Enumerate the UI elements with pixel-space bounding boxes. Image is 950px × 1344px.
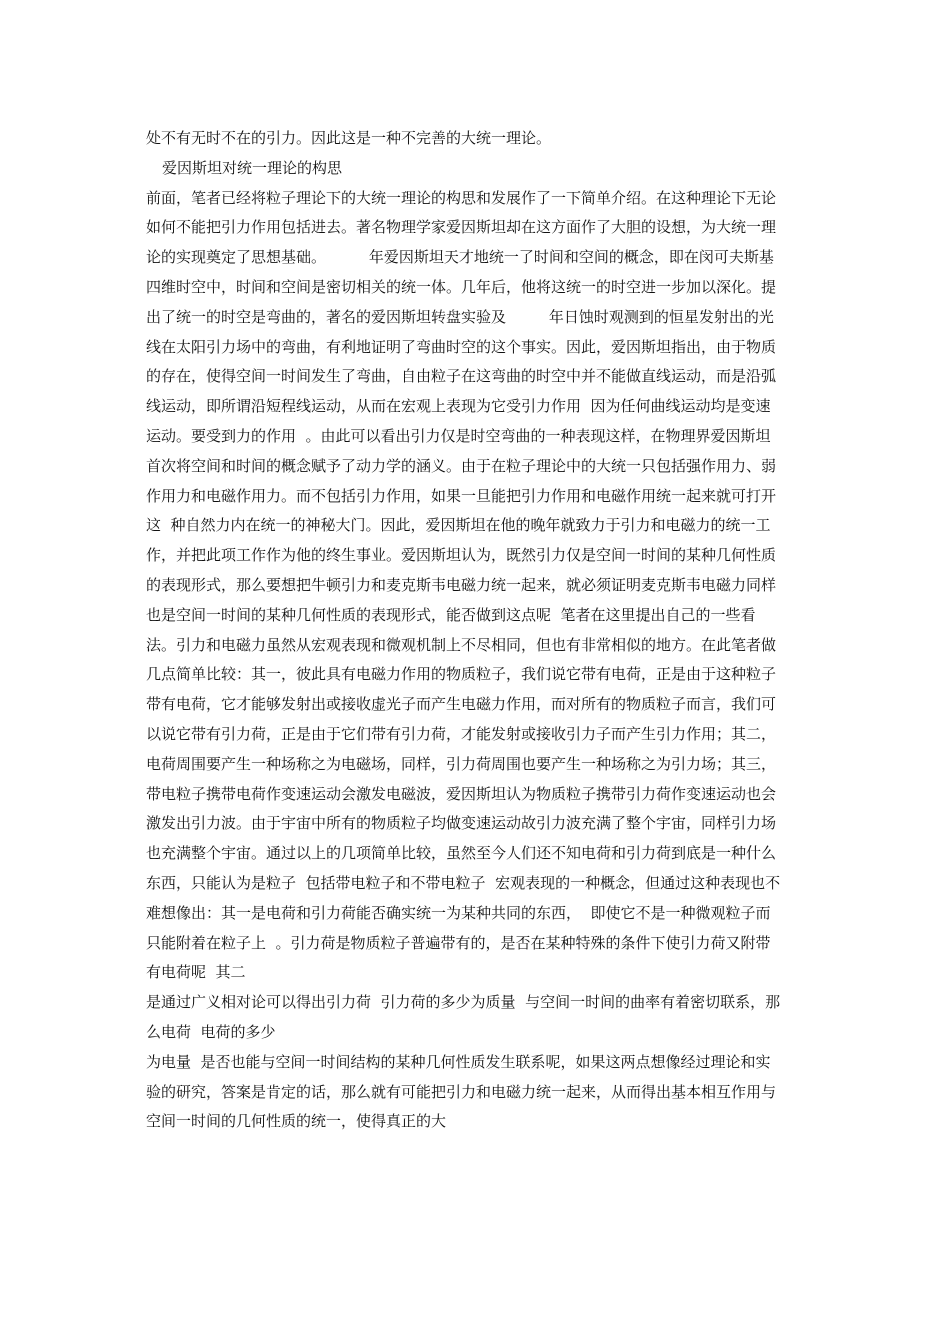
text-line: 这 种自然力内在统一的神秘大门。因此，爱因斯坦在他的晚年就致力于引力和电磁力的统一工 — [146, 516, 771, 535]
text-line: 带有电荷，它才能够发射出或接收虚光子而产生电磁力作用，而对所有的物质粒子而言，我们可 — [146, 695, 777, 714]
text-line: 东西，只能认为是粒子 包括带电粒子和不带电粒子 宏观表现的一种概念，但通过这种表现也不 — [146, 873, 781, 892]
text-line: 的存在，使得空间一时间发生了弯曲，自由粒子在这弯曲的时空中并不能做直线运动，而是沿弧 — [146, 367, 777, 386]
text-line: 空间一时间的几何性质的统一，使得真正的大 — [146, 1112, 447, 1131]
text-line: 是通过广义相对论可以得出引力荷 引力荷的多少为质量 与空间一时间的曲率有着密切联系，那 — [146, 993, 781, 1012]
text-line: 有电荷呢 其二 — [146, 963, 246, 982]
text-line: 作用力和电磁作用力。而不包括引力作用，如果一旦能把引力作用和电磁作用统一起来就可打开 — [146, 486, 777, 505]
text-line: 激发出引力波。由于宇宙中所有的物质粒子均做变速运动故引力波充满了整个宇宙，同样引力场 — [146, 814, 777, 833]
text-line: 运动。要受到力的作用 。由此可以看出引力仅是时空弯曲的一种表现这样，在物理界爱因斯坦 — [146, 426, 771, 445]
text-line: 电荷周围要产生一种场称之为电磁场，同样，引力荷周围也要产生一种场称之为引力场；其三， — [146, 754, 777, 773]
text-line: 如何不能把引力作用包括进去。著名物理学家爱因斯坦却在这方面作了大胆的设想，为大统一理 — [146, 218, 777, 237]
text-line: 论的实现奠定了思想基础。 年爱因斯坦天才地统一了时间和空间的概念，即在闵可夫斯基 — [146, 248, 774, 267]
text-line: 出了统一的时空是弯曲的，著名的爱因斯坦转盘实验及 年日蚀时观测到的恒星发射出的光 — [146, 307, 774, 326]
text-line: 的表现形式，那么要想把牛顿引力和麦克斯韦电磁力统一起来，就必须证明麦克斯韦电磁力同样 — [146, 575, 777, 594]
text-line: 么电荷 电荷的多少 — [146, 1022, 276, 1041]
text-line: 法。引力和电磁力虽然从宏观表现和微观机制上不尽相同，但也有非常相似的地方。在此笔者做 — [146, 635, 777, 654]
text-line: 处不有无时不在的引力。因此这是一种不完善的大统一理论。 — [146, 129, 552, 147]
text-line: 也是空间一时间的某种几何性质的表现形式，能否做到这点呢 笔者在这里提出自己的一些看 — [146, 605, 756, 624]
text-line: 验的研究，答案是肯定的话，那么就有可能把引力和电磁力统一起来，从而得出基本相互作用与 — [146, 1082, 777, 1101]
text-line: 首次将空间和时间的概念赋予了动力学的涵义。由于在粒子理论中的大统一只包括强作用力、弱 — [146, 456, 777, 475]
text-line: 为电量 是否也能与空间一时间结构的某种几何性质发生联系呢，如果这两点想像经过理论和实 — [146, 1052, 771, 1071]
text-line: 难想像出：其一是电荷和引力荷能否确实统一为某种共同的东西， 即使它不是一种微观粒子而 — [146, 903, 771, 922]
text-line: 以说它带有引力荷，正是由于它们带有引力荷，才能发射或接收引力子而产生引力作用；其二， — [146, 724, 777, 743]
text-line: 带电粒子携带电荷作变速运动会激发电磁波，爱因斯坦认为物质粒子携带引力荷作变速运动也会 — [146, 784, 777, 803]
text-line: 也充满整个宇宙。通过以上的几项简单比较，虽然至今人们还不知电荷和引力荷到底是一种什么 — [146, 844, 777, 863]
text-line: 前面，笔者已经将粒子理论下的大统一理论的构思和发展作了一下简单介绍。在这种理论下无论 — [146, 188, 777, 207]
text-line: 只能附着在粒子上 。引力荷是物质粒子普遍带有的，是否在某种特殊的条件下使引力荷又附带 — [146, 933, 771, 952]
text-line: 四维时空中，时间和空间是密切相关的统一体。几年后，他将这统一的时空进一步加以深化。提 — [146, 277, 777, 296]
text-line: 线运动，即所谓沿短程线运动，从而在宏观上表现为它受引力作用 因为任何曲线运动均是变速 — [146, 397, 771, 416]
section-heading: 爱因斯坦对统一理论的构思 — [162, 158, 343, 177]
text-line: 线在太阳引力场中的弯曲，有利地证明了弯曲时空的这个事实。因此，爱因斯坦指出，由于物质 — [146, 337, 777, 356]
text-line: 几点简单比较：其一，彼此具有电磁力作用的物质粒子，我们说它带有电荷，正是由于这种粒子 — [146, 665, 777, 684]
article-body — [146, 124, 816, 1137]
text-line: 作，并把此项工作作为他的终生事业。爱因斯坦认为，既然引力仅是空间一时间的某种几何性质 — [146, 546, 777, 565]
